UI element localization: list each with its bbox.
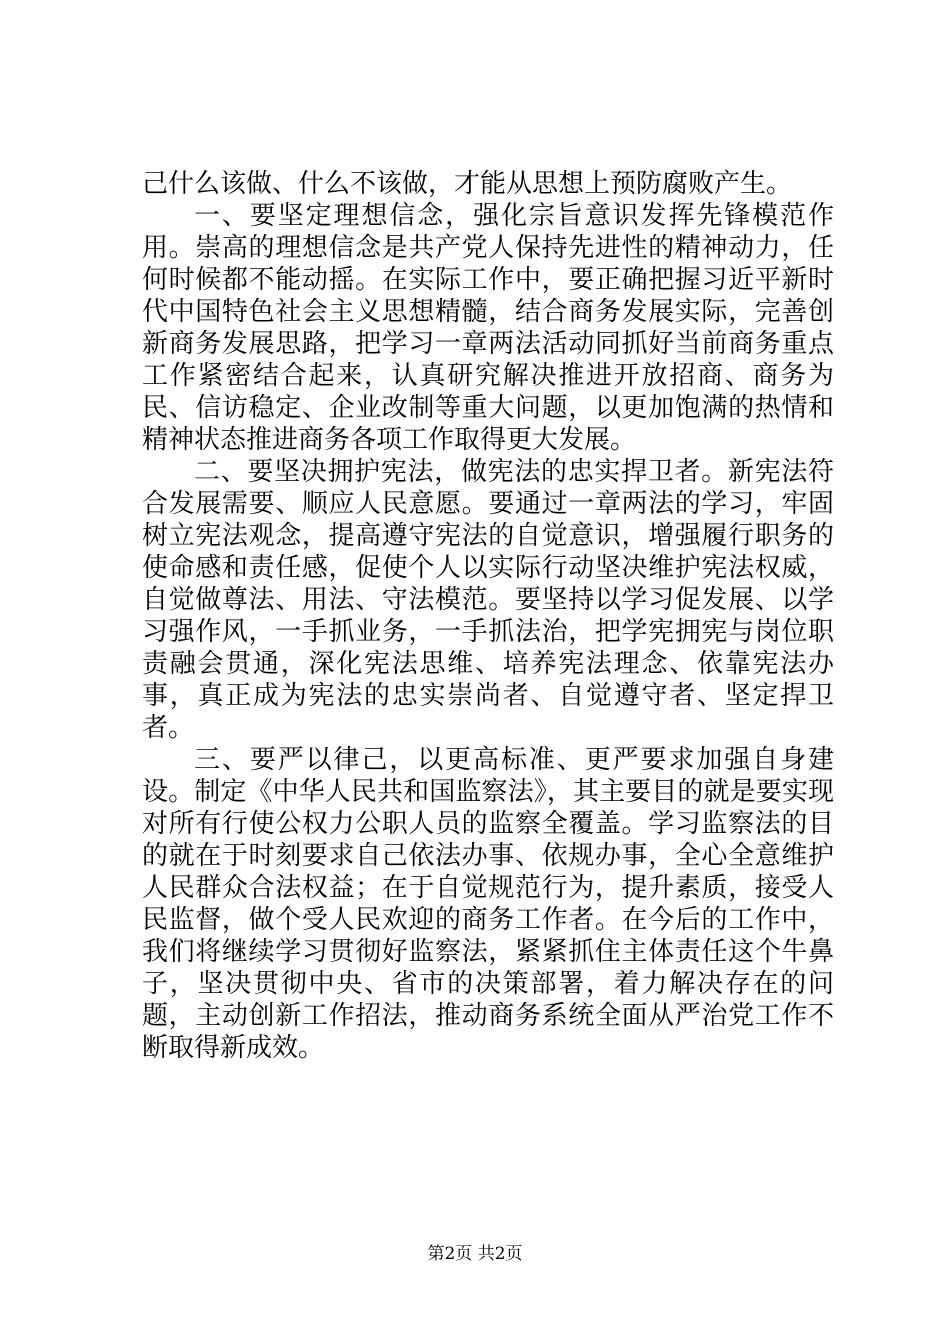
page-number-footer: 第2页 共2页 <box>427 1244 523 1264</box>
paragraph-section-two: 二、要坚决拥护宪法，做宪法的忠实捍卫者。新宪法符合发展需要、顺应人民意愿。要通过一章两法的学习，牢固树立宪法观念，提高遵守宪法的自觉意识，增强履行职务的使命感和责任感，促使个人以实际行动坚决维护宪法权威，自觉做尊法、用法、守法模范。要坚持以学习促发展、以学习强作风，一手抓业务，一手抓法治，把学宪拥宪与岗位职责融会贯通，深化宪法思维、培养宪法理念、依靠宪法办事，真正成为宪法的忠实崇尚者、自觉遵守者、坚定捍卫者。 <box>142 457 834 743</box>
paragraph-section-three: 三、要严以律己，以更高标准、更严要求加强自身建设。制定《中华人民共和国监察法》，其主要目的就是要实现对所有行使公权力公职人员的监察全覆盖。学习监察法的目的就在于时刻要求自己依法办事、依规办事，全心全意维护人民群众合法权益；在于自觉规范行为，提升素质，接受人民监督，做个受人民欢迎的商务工作者。在今后的工作中，我们将继续学习贯彻好监察法，紧紧抓住主体责任这个牛鼻子，坚决贯彻中央、省市的决策部署，着力解决存在的问题，主动创新工作招法，推动商务系统全面从严治党工作不断取得新成效。 <box>142 745 834 1063</box>
document-body <box>142 168 834 1064</box>
paragraph-section-one: 一、要坚定理想信念，强化宗旨意识发挥先锋模范作用。崇高的理想信念是共产党人保持先进性的精神动力，任何时候都不能动摇。在实际工作中，要正确把握习近平新时代中国特色社会主义思想精髓，结合商务发展实际，完善创新商务发展思路，把学习一章两法活动同抓好当前商务重点工作紧密结合起来，认真研究解决推进开放招商、商务为民、信访稳定、企业改制等重大问题，以更加饱满的热情和精神状态推进商务各项工作取得更大发展。 <box>142 201 834 455</box>
paragraph-continuation: 己什么该做、什么不该做，才能从思想上预防腐败产生。 <box>142 169 793 199</box>
